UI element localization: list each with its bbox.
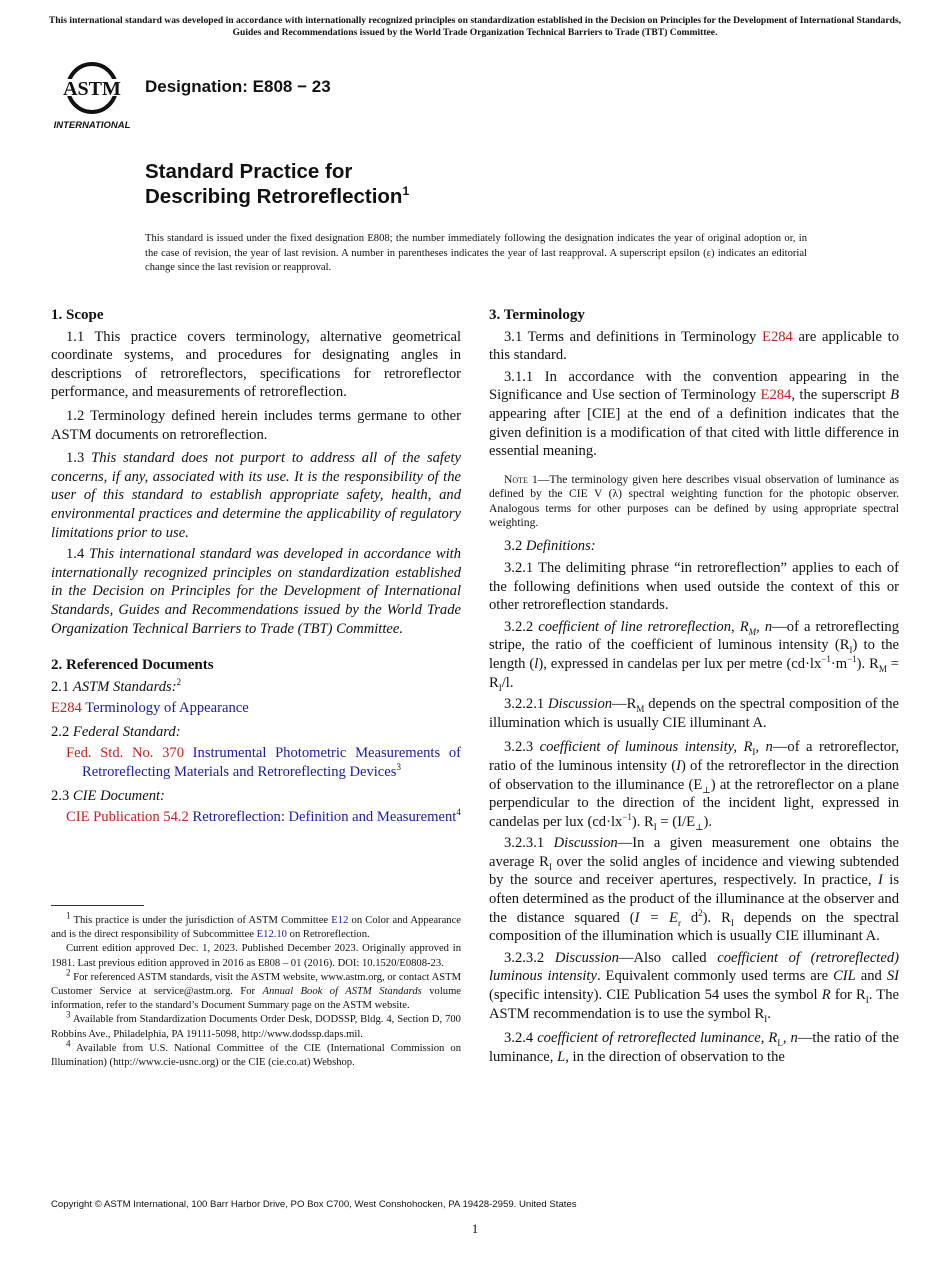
ref-title-fed-std[interactable]: Instrumental Photometric Measurements of Retroreflecting Materials and Retroreflecting Devices: [82, 745, 461, 781]
copyright: Copyright © ASTM International, 100 Barr Harbor Drive, PO Box C700, West Conshohocken, PA 19428-2959. United States: [51, 1199, 577, 1210]
link-e284[interactable]: E284: [762, 328, 793, 345]
reference-e284: [51, 699, 461, 718]
paragraph-3-2-3-2: 3.2.3.2 Discussion—Also called coefficient of (retroreflected) luminous intensity. Equivalent commonly used terms are CIL and SI (specific intensity). CIE Publication 54 uses the symbol R for $R_I$. The ASTM recommendation is to use the symbol $R_I$.: [489, 949, 899, 1024]
ref-code-e284[interactable]: E284: [51, 700, 82, 717]
reference-cie: CIE Publication 54.2 Retroreflection: Definition and Measurement$^4$: [66, 807, 461, 826]
footnote-divider: [51, 905, 144, 906]
footnote-1: $^1$ This practice is under the jurisdiction of ASTM Committee E12 on Color and Appearance and is the direct responsibility of Subcommittee E12.10 on Retroreflection.: [51, 910, 461, 941]
reference-fed-std: Fed. Std. No. 370 Instrumental Photometric Measurements of Retroreflecting Materials and Retroreflecting Devices$^3$: [66, 745, 461, 781]
paragraph-1-3: 1.3 This standard does not purport to address all of the safety concerns, if any, associated with its use. It is the responsibility of the user of this standard to establish appropriate safety, health, and environmental practices and determine the applicability of regulatory limitations prior to use.: [51, 450, 461, 541]
subsection-2-3: 2.3 CIE Document:: [51, 787, 165, 804]
right-column: [489, 306, 899, 1069]
section-heading-referenced: 2. Referenced Documents: [51, 657, 214, 674]
paragraph-3-2-2: 3.2.2 coefficient of line retroreflection, $R_M$, n—of a retroreflecting stripe, the ratio of the coefficient of luminous intensity $(R_I)$ to the length (l), expressed in candelas per lux per metre $(cd\cdot lx^{-1}\cdot m^{-1})$. $R_M = R_I/l$.: [489, 618, 900, 693]
astm-logo: [52, 55, 136, 133]
note-1: Note 1—The terminology given here describes visual observation of luminance as defined by the CIE V (λ) spectral weighting function for the photopic observer. Analogous terms for other purposes can be defined by using appropriate spectral weighting.: [489, 472, 899, 529]
title-line-2: Describing Retroreflection: [145, 185, 403, 208]
footnote-2: $^2$ For referenced ASTM standards, visit the ASTM website, www.astm.org, or contact ASTM Customer Service at service@astm.org. For Annual Book of ASTM Standards volume information, refer to the standard’s Document Summary page on the ASTM website.: [51, 967, 462, 1012]
issued-statement: This standard is issued under the fixed designation E808; the number immediately following the designation indicates the year of original adoption or, in the case of revision, the year of last revision. A number in parentheses indicates the year of last reapproval. A superscript epsilon (ε) indicates an editorial change since the last revision or reapproval.: [145, 233, 807, 274]
paragraph-3-2-3: 3.2.3 coefficient of luminous intensity, $R_I$, n—of a retroreflector, ratio of the luminous intensity (I) of the retroreflector in the direction of observation to the illuminance $(E_\perp)$ at the retroreflector on a plane perpendicular to the direction of the incident light, expressed in candelas per lux $(cd\cdot lx^{-1})$. $R_I = (I/E_\perp)$.: [489, 739, 899, 832]
page-number: 1: [471, 1221, 479, 1236]
top-notice: This international standard was developed in accordance with internationally recognized principles on standardization established in the Decision on Principles for the Development of International Standards, Guides and Recommendations issued by the World Trade Organization Technical Barriers to Trade (TBT) Committee.: [48, 15, 902, 38]
footnote-1-current: Current edition approved Dec. 1, 2023. Published December 2023. Originally approved in 1981. Last previous edition approved in 2016 as E808 – 01 (2016). DOI: 10.1520/E0808-23.: [51, 943, 461, 969]
footnote-3: $^3$ Available from Standardization Documents Order Desk, DODSSP, Bldg. 4, Section D, 700 Robbins Ave., Philadelphia, PA 19111-5098, http://www.dodssp.daps.mil.: [51, 1009, 461, 1040]
paragraph-3-1-1: 3.1.1 In accordance with the convention appearing in the Significance and Use section of Terminology E284, the superscript B appearing after [CIE] at the end of a definition indicates that the given definition is a modification of that cited with little difference in essential meaning.: [489, 368, 899, 460]
paragraph-1-4: 1.4 This international standard was developed in accordance with internationally recognized principles on standardization established in the Decision on Principles for the Development of International Standards, Guides and Recommendations issued by the World Trade Organization Technical Barriers to Trade (TBT) Committee.: [51, 546, 462, 637]
ref-title-e284[interactable]: Terminology of Appearance: [85, 700, 249, 717]
paragraph-3-2-2-1: 3.2.2.1 $Discussion—R_M$ depends on the spectral composition of the illumination which is usually CIE illuminant A.: [489, 696, 899, 731]
subsection-2-1: 2.1 ASTM Standards:$^2$: [51, 676, 182, 695]
paragraph-3-2-4: 3.2.4 coefficient of retroreflected luminance, $R_L$, n—the ratio of the luminance, L, in the direction of observation to the: [489, 1030, 899, 1065]
paragraph-3-2-3-1: 3.2.3.1 Discussion—In a given measurement one obtains the average $R_I$ over the solid angles of incidence and viewing subtended by the source and receiver apertures, respectively. In practice, I is often determined as the product of the illuminance at the observer and the distance squared ($I = E_r$ $d^2$). $R_I$ depends on the spectral composition of the illumination which is usually CIE illuminant A.: [489, 835, 899, 945]
ref-title-cie[interactable]: Retroreflection: Definition and Measurement: [192, 809, 457, 826]
subsection-2-2: 2.2 Federal Standard:: [51, 723, 181, 740]
paragraph-1-2: 1.2 Terminology defined herein includes terms germane to other ASTM documents on retroreflection.: [51, 407, 461, 443]
paragraph-3-2-1: 3.2.1 The delimiting phrase “in retroreflection” applies to each of the following definitions when used outside the context of this or other retroreflection standards.: [489, 559, 899, 614]
link-e284-2[interactable]: E284: [760, 387, 792, 404]
svg-text:INTERNATIONAL: INTERNATIONAL: [53, 120, 131, 131]
ref-code-cie[interactable]: CIE Publication 54.2: [66, 809, 189, 826]
left-column: [51, 306, 461, 830]
title-line-1: Standard Practice for: [145, 160, 353, 183]
ref-code-fed-std[interactable]: Fed. Std. No. 370: [66, 745, 184, 762]
paragraph-3-2: 3.2 Definitions:: [504, 538, 596, 555]
designation: Designation: E808 − 23: [145, 77, 331, 96]
document-title: [145, 159, 409, 209]
footnotes: [51, 910, 462, 1070]
section-heading-terminology: 3. Terminology: [489, 307, 585, 323]
title-footnote-ref[interactable]: 1: [402, 184, 410, 199]
section-heading-scope: 1. Scope: [51, 307, 104, 323]
svg-text:ASTM: ASTM: [63, 78, 121, 100]
paragraph-1-1: 1.1 This practice covers terminology, alternative geometrical coordinate systems, and procedures for designating angles in descriptions of retroreflectors, specifications for retroreflector performance, and measurements of retroreflection.: [51, 328, 461, 401]
footnote-4: $^4$ Available from U.S. National Committee of the CIE (International Commission on Illumination) (http://www.cie-usnc.org) or the CIE (cie.co.at) Webshop.: [51, 1038, 461, 1069]
paragraph-3-1: 3.1 Terms and definitions in Terminology E284 are applicable to this standard.: [489, 328, 899, 364]
